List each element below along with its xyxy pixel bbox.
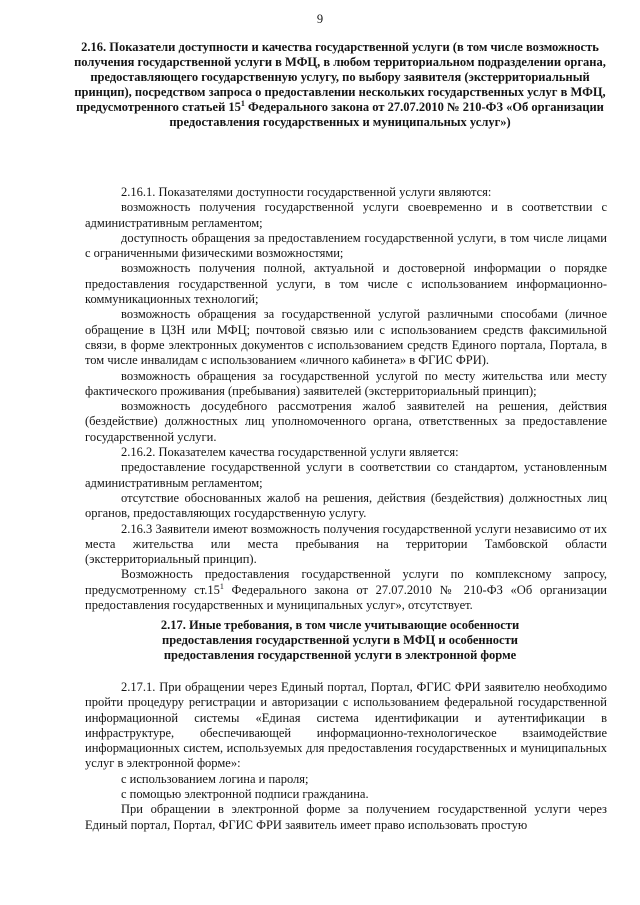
complex-request-superscript: 1 [219,581,224,591]
paragraph: возможность обращения за государственной услугой различными способами (личное обращение в ЦЗН или МФЦ; почтовой связью или с использованием средств факсимильной связи, в форме электронных документов с использованием средств Единого портала, Портала, в том числе инвалидам с использованием «личного кабинета» в ФГИС ФРИ). [85,307,607,368]
complex-request-text-end: Федерального закона от 27.07.2010 № 210-ФЗ «Об организации предоставления государственных и муниципальных услуг», отсутствует. [85,582,607,613]
section-2-16-heading-text: 2.16. Показатели доступности и качества государственной услуги (в том числе возможность получения государственной услуги в МФЦ, в любом территориальном подразделении органа, предоставляющего государственную услугу, по выбору заявителя (экстерриториальный принцип), посредством запроса о предоставлении нескольких государственных услуг в МФЦ, предусмотренного статьей 15 [74,40,606,114]
paragraph: возможность получения полной, актуальной и достоверной информации о порядке предоставления государственной услуги, в том числе с использованием информационно-коммуникационных технологий; [85,261,607,307]
section-2-16-body [85,185,607,613]
section-2-16-heading [70,40,610,130]
paragraph: возможность получения государственной услуги своевременно и в соответствии с административным регламентом; [85,200,607,230]
paragraph: При обращении в электронной форме за получением государственной услуги через Единый портал, Портал, ФГИС ФРИ заявитель имеет право использовать простую [85,802,607,832]
paragraph: возможность обращения за государственной услугой по месту жительства или месту фактического проживания (пребывания) заявителей (экстерриториальный принцип); [85,368,607,398]
paragraph: доступность обращения за предоставлением государственной услуги, в том числе лицами с ограниченными физическими возможностями; [85,230,607,261]
paragraph: предоставление государственной услуги в соответствии со стандартом, установленным административным регламентом; [85,460,607,490]
paragraph: отсутствие обоснованных жалоб на решения, действия (бездействия) должностных лиц органов, предоставляющих государственную услугу. [85,490,607,521]
section-2-17-body [85,680,607,833]
complex-request-text: Возможность предоставления государственной услуги по комплексному запросу, предусмотренному ст.15 [85,567,607,597]
paragraph: 2.16.3 Заявители имеют возможность получения государственной услуги независимо от их места жительства или места пребывания на территории Тамбовской области (экстерриториальный принцип). [85,521,607,567]
paragraph: возможность досудебного рассмотрения жалоб заявителей на решения, действия (бездействие) должностных лиц уполномоченного органа, ответственных за предоставление государственной услуги. [85,399,607,444]
complex-request-paragraph [85,567,607,613]
paragraph: с использованием логина и пароля; [121,771,309,786]
paragraph: 2.16.2. Показателем качества государственной услуги является: [121,445,459,460]
paragraph: 2.17.1. При обращении через Единый портал, Портал, ФГИС ФРИ заявителю необходимо пройти процедуру регистрации и авторизации с использованием федеральной государственной информационной системы «Единая система идентификации и аутентификации в инфраструктуре, обеспечивающей информационно-технологическое взаимодействие информационных систем, используемых для предоставления государственных и муниципальных услуг в электронной форме»: [85,680,607,771]
paragraph: 2.16.1. Показателями доступности государственной услуги являются: [121,185,492,199]
section-2-16-heading-superscript: 1 [240,98,245,108]
section-2-17-heading: 2.17. Иные требования, в том числе учитывающие особенности предоставления государственной услуги в МФЦ и особенности предоставления государственной услуги в электронной форме [160,618,520,662]
section-2-16-heading-text-end: Федерального закона от 27.07.2010 № 210-ФЗ «Об организации предоставления государственных и муниципальных услуг») [169,100,604,129]
page-number: 9 [316,12,324,26]
paragraph: с помощью электронной подписи гражданина. [121,787,369,802]
